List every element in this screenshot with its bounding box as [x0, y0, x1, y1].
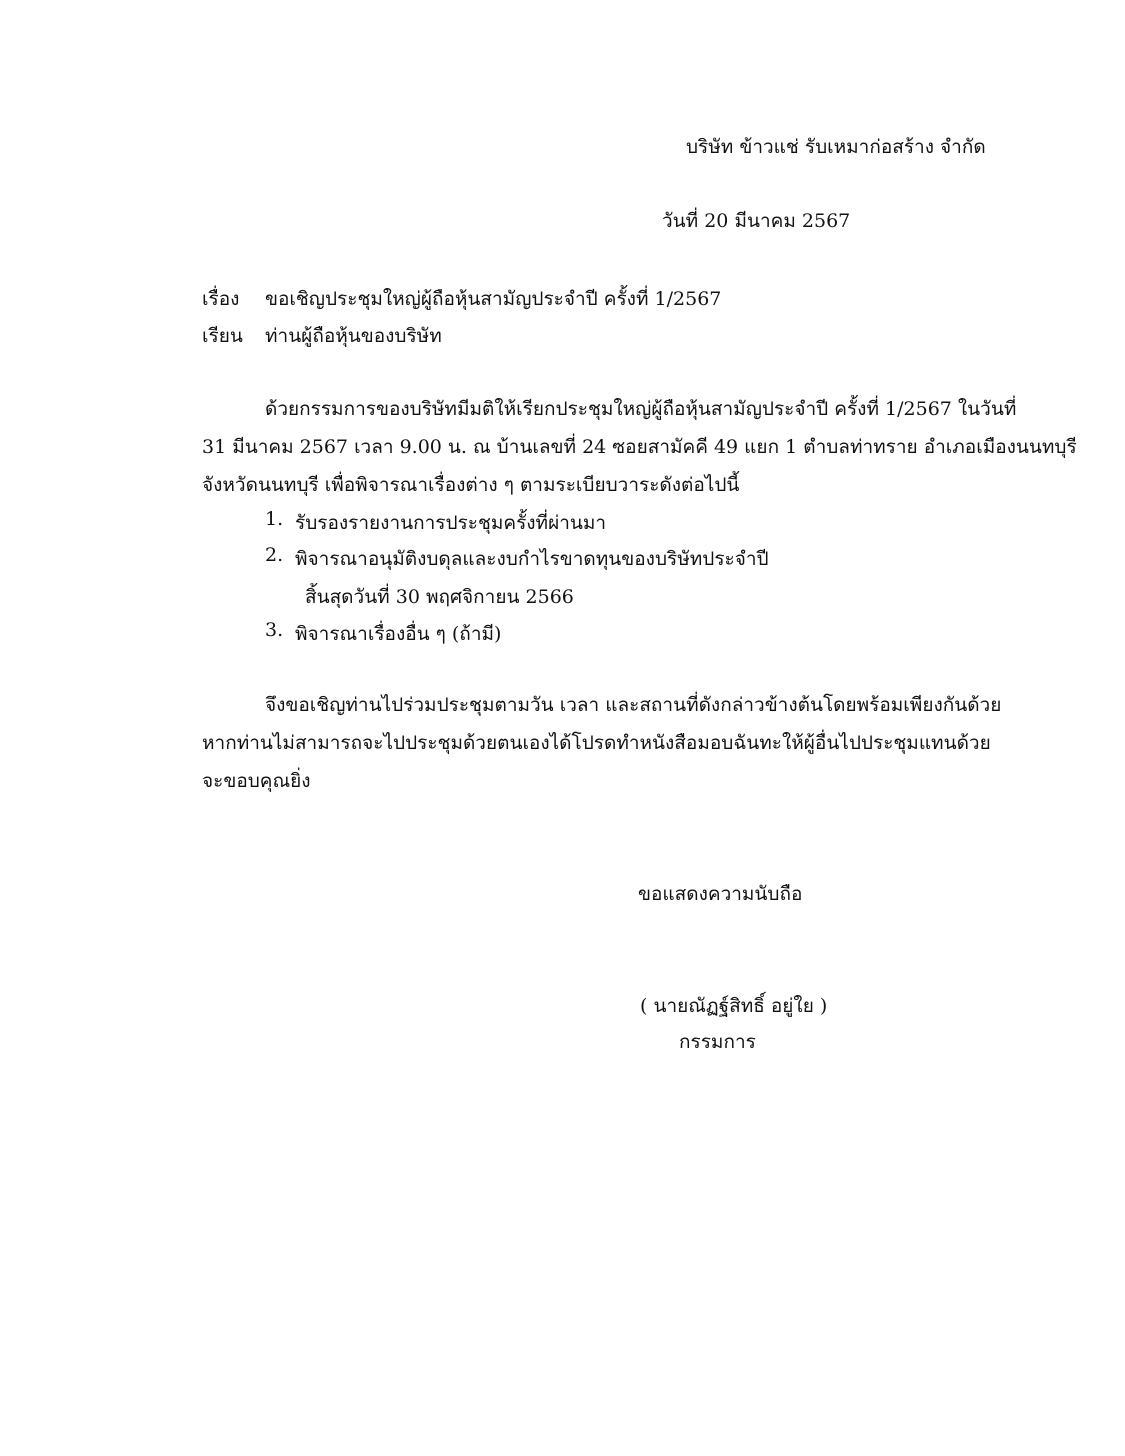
- signer-name: ( นายณัฏฐ์สิทธิ์ อยู่ใย ): [640, 995, 828, 1017]
- agenda-number: 3.: [265, 619, 284, 641]
- letter-date: วันที่ 20 มีนาคม 2567: [662, 210, 851, 232]
- recipient-label: เรียน: [202, 325, 243, 347]
- company-name: บริษัท ข้าวแช่ รับเหมาก่อสร้าง จำกัด: [686, 136, 986, 158]
- paragraph-line: จะขอบคุณยิ่ง: [202, 770, 311, 792]
- agenda-number: 2.: [265, 544, 284, 566]
- paragraph-line: หากท่านไม่สามารถจะไปประชุมด้วยตนเองได้โปรดทำหนังสือมอบฉันทะให้ผู้อื่นไปประชุมแทนด้วย: [202, 732, 991, 754]
- paragraph-line: ด้วยกรรมการของบริษัทมีมติให้เรียกประชุมใหญ่ผู้ถือหุ้นสามัญประจำปี ครั้งที่ 1/2567 ในวันที่: [265, 398, 1017, 420]
- body-paragraph-2: [202, 686, 1002, 800]
- agenda-text: รับรองรายงานการประชุมครั้งที่ผ่านมา: [295, 512, 607, 534]
- closing-phrase: ขอแสดงความนับถือ: [638, 883, 803, 905]
- body-paragraph-1: [202, 390, 1077, 504]
- agenda-text: พิจารณาอนุมัติงบดุลและงบกำไรขาดทุนของบริษัทประจำปี: [295, 548, 769, 570]
- signer-title: กรรมการ: [679, 1031, 756, 1053]
- agenda-number: 1.: [265, 508, 284, 530]
- paragraph-line: จึงขอเชิญท่านไปร่วมประชุมตามวัน เวลา และสถานที่ดังกล่าวข้างต้นโดยพร้อมเพียงกันด้วย: [265, 694, 1002, 716]
- paragraph-line: 31 มีนาคม 2567 เวลา 9.00 น. ณ บ้านเลขที่ 24 ซอยสามัคคี 49 แยก 1 ตำบลท่าทราย อำเภอเมืองนนทบุรี: [202, 436, 1077, 458]
- agenda-text: พิจารณาเรื่องอื่น ๆ (ถ้ามี): [295, 623, 502, 645]
- agenda-text-continuation: สิ้นสุดวันที่ 30 พฤศจิกายน 2566: [305, 586, 574, 608]
- recipient-text: ท่านผู้ถือหุ้นของบริษัท: [265, 325, 442, 347]
- subject-text: ขอเชิญประชุมใหญ่ผู้ถือหุ้นสามัญประจำปี ครั้งที่ 1/2567: [265, 288, 722, 310]
- subject-label: เรื่อง: [202, 288, 240, 310]
- paragraph-line: จังหวัดนนทบุรี เพื่อพิจารณาเรื่องต่าง ๆ ตามระเบียบวาระดังต่อไปนี้: [202, 474, 740, 496]
